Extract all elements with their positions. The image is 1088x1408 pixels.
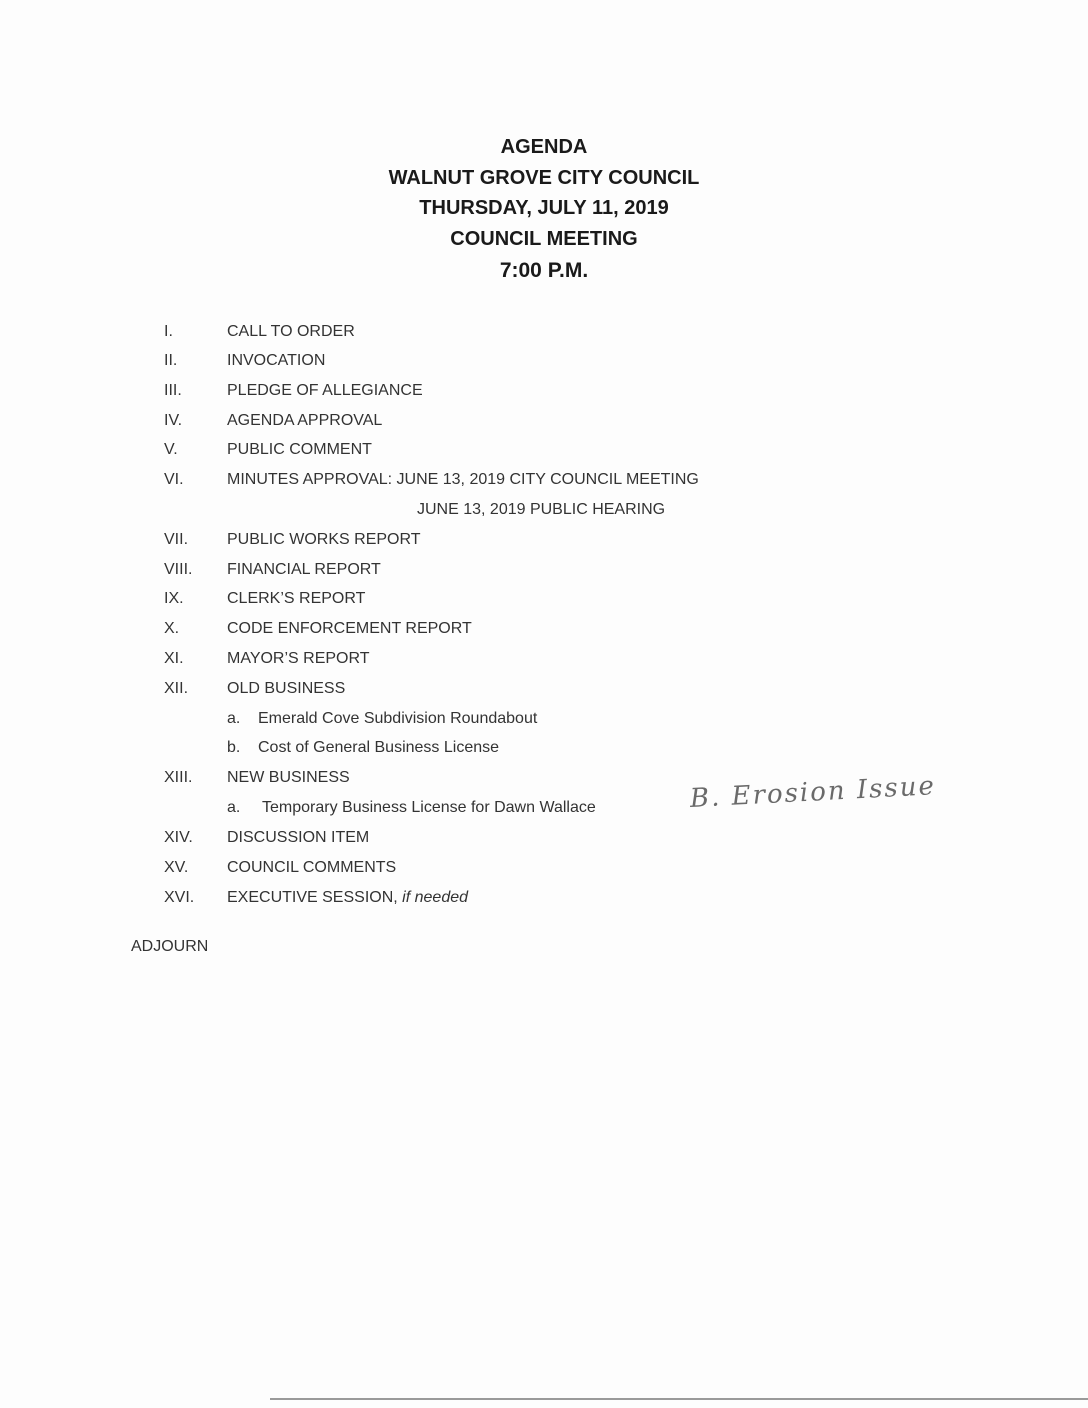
item-number: II.	[164, 352, 178, 369]
item-text: NEW BUSINESS	[227, 769, 350, 786]
item-text: DISCUSSION ITEM	[227, 829, 370, 846]
item-number: VII.	[164, 531, 189, 548]
meeting-date: THURSDAY, JULY 11, 2019	[419, 197, 669, 219]
item-text-qualifier: if needed	[402, 889, 469, 906]
item-text: AGENDA APPROVAL	[227, 412, 383, 429]
agenda-header	[0, 132, 1088, 288]
page-bottom-rule	[270, 1398, 1088, 1400]
item-number: VIII.	[164, 561, 193, 578]
item-text: INVOCATION	[227, 352, 326, 369]
agenda-title: AGENDA	[500, 136, 588, 158]
item-text: EXECUTIVE SESSION,	[227, 889, 398, 906]
item-number: IV.	[164, 412, 183, 429]
item-number: I.	[164, 323, 173, 340]
item-text: PUBLIC WORKS REPORT	[227, 531, 421, 548]
item-text: MAYOR’S REPORT	[227, 650, 370, 667]
item-text: COUNCIL COMMENTS	[227, 859, 397, 876]
item-number: IX.	[164, 590, 184, 607]
council-name: WALNUT GROVE CITY COUNCIL	[388, 166, 700, 189]
item-number: X.	[164, 620, 180, 637]
item-text-line	[227, 889, 468, 907]
item-text: CODE ENFORCEMENT REPORT	[227, 620, 472, 637]
subitem-text: Temporary Business License for Dawn Wallace	[262, 799, 596, 816]
item-number: III.	[164, 382, 182, 399]
item-number: XII.	[164, 680, 189, 697]
subitem-letter: a.	[227, 710, 241, 727]
meeting-type: COUNCIL MEETING	[450, 227, 638, 250]
item-text: PUBLIC COMMENT	[227, 441, 372, 458]
adjourn-label: ADJOURN	[131, 938, 209, 955]
handwritten-note: B. Erosion Issue	[689, 771, 937, 814]
item-number: XV.	[164, 859, 189, 876]
item-text: OLD BUSINESS	[227, 680, 346, 697]
item-text: CALL TO ORDER	[227, 323, 355, 340]
subitem-letter: b.	[227, 739, 241, 756]
item-number: XIII.	[164, 769, 193, 786]
item-number: V.	[164, 441, 178, 458]
subitem-text: Cost of General Business License	[258, 739, 500, 756]
item-text: FINANCIAL REPORT	[227, 561, 381, 578]
item-number: XVI.	[164, 889, 195, 906]
item-number: XI.	[164, 650, 184, 667]
item-text: CLERK’S REPORT	[227, 590, 366, 607]
subitem-letter: a.	[227, 799, 241, 816]
meeting-time: 7:00 P.M.	[499, 259, 589, 282]
item-text: MINUTES APPROVAL: JUNE 13, 2019 CITY COUNCIL MEETING	[227, 471, 699, 488]
item-text: PLEDGE OF ALLEGIANCE	[227, 382, 423, 399]
subitem-text: Emerald Cove Subdivision Roundabout	[258, 710, 538, 727]
item-continuation: JUNE 13, 2019 PUBLIC HEARING	[417, 501, 666, 518]
item-number: XIV.	[164, 829, 193, 846]
item-number: VI.	[164, 471, 184, 488]
